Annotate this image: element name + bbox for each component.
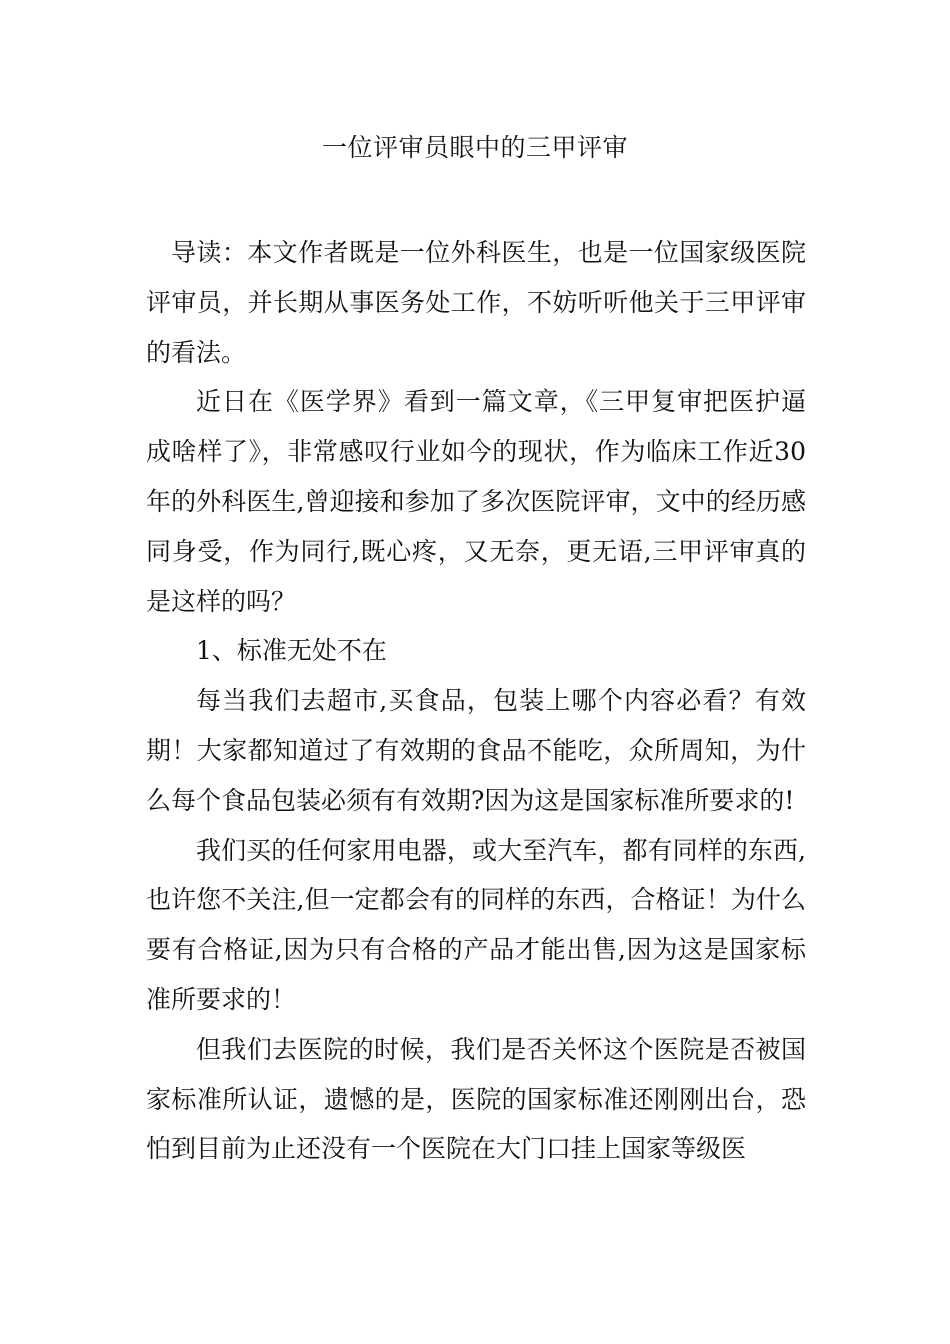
intro-paragraph: 导读：本文作者既是一位外科医生，也是一位国家级医院评审员，并长期从事医务处工作，不妨听听他关于三甲评审的看法。 — [146, 238, 806, 367]
section-heading: 1、标准无处不在 — [196, 636, 387, 666]
body-paragraph: 我们买的任何家用电器，或大至汽车，都有同样的东西,也许您不关注,但一定都会有的同样的东西，合格证！为什么要有合格证,因为只有合格的产品才能出售,因为这是国家标准所要求的！ — [146, 835, 806, 1014]
body-paragraph: 每当我们去超市,买食品，包装上哪个内容必看？有效期！大家都知道过了有效期的食品不能吃，众所周知，为什么每个食品包装必须有有效期?因为这是国家标准所要求的! — [146, 686, 806, 815]
body-paragraph: 但我们去医院的时候，我们是否关怀这个医院是否被国家标准所认证，遗憾的是，医院的国家标准还刚刚出台，恐怕到目前为止还没有一个医院在大门口挂上国家等级医 — [146, 1034, 806, 1164]
body-paragraph: 近日在《医学界》看到一篇文章，《三甲复审把医护逼成啥样了》，非常感叹行业如今的现状，作为临床工作近30年的外科医生,曾迎接和参加了多次医院评审，文中的经历感同身受，作为同行,既心疼，又无奈，更无语,三甲评审真的是这样的吗？ — [146, 387, 806, 616]
article-body — [146, 228, 806, 1174]
page-title: 一位评审员眼中的三甲评审 — [321, 133, 628, 162]
